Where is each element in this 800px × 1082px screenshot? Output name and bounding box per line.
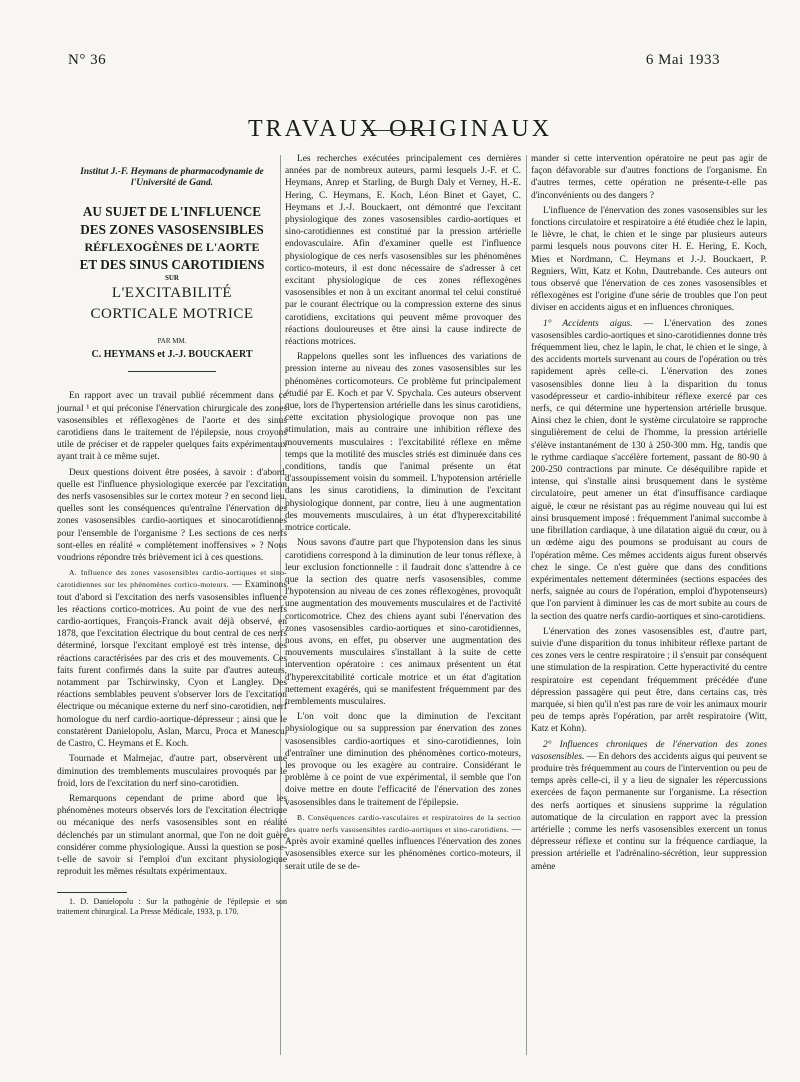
section-a-text: — Examinons tout d'abord si l'excitation des nerfs vasosensibles influence les réactions cortico-motrices. Au point de vue des nerfs cardio-aortiques, François-Franck avait déjà observé, en 1878, que l'excitation électrique du bout central de ces nerfs déterminé, lorsque l'excitant employé est très intense, des réactions caractérisées par des cris et des mouvements. Ces faits furent confirmés dans la suite par d'autres auteurs, notamment par Tschirwinsky, Cyon et Langley. Des réactions semblables peuvent s'observer lors de l'excitation électrique ou mécanique externe du nerf sino-carotidien, nerf homologue du nerf cardio-aortique-dépresseur ; ainsi que le constatèrent Danielopolu, Aslan, Marcu, Proca et Manescu, de Castro, C. Heymans et E. Koch. bbox=[57, 580, 287, 750]
acute-accidents-text: — L'énervation des zones vasosensibles cardio-aortiques et sino-carotidiennes donne très fréquemment lieu, chez le lapin, le chat, le chien et le singe, à des accidents mortels survenant au cours de l'opération ou très rapidement après celle-ci. L'énervation des zones vasosensibles donne lieu à la disparition du tonus vasodépresseur et cardio-inhibiteur réflexe exercé par ces nerfs, ce qui détermine une hypertension artérielle brusque. Ainsi chez le chien, dont le système circulatoire se rapproche singulièrement de celui de l'homme, la pression artérielle s'élève instantanément de 130 à 250-300 mm. Hg, tandis que le rythme cardiaque s'accélère fortement, passant de 80-90 à 200-250 contractions par minute. Ce déséquilibre rapide et intense, qui s'installe ainsi brusquement dans le système circulatoire, peut amener un état d'insuffisance cardiaque aiguë, le cœur ne résistant pas au régime nouveau qui lui est ainsi brusquement imposé : fréquemment l'animal succombe à une fibrillation cardiaque, à une dilatation aiguë du cœur, ou à un œdème aigu des poumons se produisant au cours de l'opération même. Ces mêmes accidents aigus furent observés chez le singe. Ce n'est guère que dans des conditions expérimentales nettement déterminées (sections espacées des nerfs, saignée au cours de l'opération, emploi d'hypotenseurs) que l'on parvient à diminuer les cas de mort subite au cours de la section des quatre nerfs cardio-aortiques et sino-carotidiens. bbox=[531, 318, 767, 622]
article-title-line-4: ET DES SINUS CAROTIDIENS bbox=[79, 257, 265, 272]
chronic-influences-paragraph bbox=[531, 739, 767, 873]
paragraph: Nous savons d'autre part que l'hypotension dans les sinus carotidiens correspond à la diminution de leur tonus réflexe, à leur exclusion fonctionnelle : il faudrait donc s'attendre à ce que la section des quatre nerfs vasosensibles, comme l'hypotension au niveau de ces zones réflexogènes, provoquât une augmentation des mouvements musculaires et de l'activité corticomotrice. Chez des chiens ayant subi l'énervation des zones vasosensibles cardio-aortiques et sino-carotidiennes, nous avons, en effet, pu observer une augmentation des mouvements musculaires s'installant à la suite de cette intervention opératoire : ces animaux présentent un état d'hyperexcitabilité corticale motrice et un état d'agitation nettement exagérés, qui se manifestent fréquemment par des tremblements musculaires. bbox=[285, 538, 521, 707]
article-title-line-2: DES ZONES VASOSENSIBLES bbox=[80, 222, 264, 237]
paragraph: Les recherches exécutées principalement ces dernières années par de nombreux auteurs, parmi lesquels J.-F. et C. Heymans, Anrep et Starling, de Burgh Daly et Verney, H.-E. Hering, C. Heymans, E. Koch, Léon Binet et Gayet, C. Heymans et J.-J. Bouckaert, ont démontré que l'excitant physiologique des zones vasosensibles cardio-aortiques et sino-carotidiennes est constitué par la pression artérielle endovasculaire. Afin d'examiner quelle est l'influence physiologique de ces nerfs vasosensibles sur les phénomènes cortico-moteurs, il est donc nécessaire de s'adresser à cet excitant physiologique de ces zones réflexogènes vasosensibles et non à un excitant anormal tel celui constitué par le courant électrique ou la compression externe des sinus carotidiens, excitations qui peuvent même provoquer des réactions douloureuses et être ainsi la cause indirecte de réactions motrices. bbox=[285, 154, 521, 348]
article-title-line-6: CORTICALE MOTRICE bbox=[90, 306, 254, 322]
chronic-influences-text: — En dehors des accidents aigus qui peuvent se produire très fréquemment au cours de l'intervention ou peu de temps après celle-ci, il y a lieu de signaler les répercussions exercées de façon permanente sur l'organisme. La résection des nerfs aortiques et sinusiens supprime la régulation automatique de la circulation en rapport avec la pression artérielle ; comme les nerfs vasosensibles exercent un tonus dépresseur réflexe et continu sur la fréquence cardiaque, la pression artérielle et l'adrénalino-sécrétion, leur suppression amène bbox=[531, 751, 767, 872]
section-a-paragraph bbox=[57, 567, 287, 750]
paragraph: En rapport avec un travail publié récemment dans ce journal ¹ et qui préconise l'énervation chirurgicale des zones vasosensibles et réflexogènes de l'aorte et des sinus carotidiens dans le traitement de l'épilepsie, nous croyons utile de préciser et de rappeler quelques faits expérimentaux ayant trait à ce même sujet. bbox=[57, 391, 287, 463]
article-title-line-1: AU SUJET DE L'INFLUENCE bbox=[82, 204, 262, 219]
institute-affiliation: Institut J.-F. Heymans de pharmacodynamie de l'Université de Gand. bbox=[80, 167, 264, 188]
column-3 bbox=[531, 153, 767, 876]
column-1 bbox=[57, 150, 287, 920]
article-title-line-3: RÉFLEXOGÈNES DE L'AORTE bbox=[84, 240, 260, 254]
section-b-paragraph bbox=[285, 812, 521, 873]
section-title: TRAVAUX ORIGINAUX bbox=[247, 116, 553, 143]
paragraph: Rappelons quelles sont les influences des variations de pression interne au niveau des zones vasosensibles sur les phénomènes corticomoteurs. Ce problème fut principalement étudié par E. Koch et par V. Spychala. Ces auteurs observent que, lors de l'hypertension artérielle dans les sinus carotidiens, cette excitation physiologique provoque non pas une stimulation, mais au contraire une inhibition réflexe des mouvements musculaires : l'excitabilité réflexe en même temps que la motilité des muscles striés est diminuée dans ces conditions, tandis que l'animal présente un état d'assoupissement voisin du sommeil. L'hypotension artérielle dans les sinus carotidiens, la diminution de l'excitant physiologique donnent, par contre, lieu à une augmentation des mouvements musculaires, à un état d'hyperexcitabilité motrice corticale. bbox=[285, 352, 521, 534]
column-2 bbox=[285, 153, 521, 876]
byline-par: PAR MM. bbox=[157, 337, 187, 345]
article-authors: C. HEYMANS et J.-J. BOUCKAERT bbox=[91, 349, 253, 361]
footnote: 1. D. Danielopolu : Sur la pathogénie de l'épilepsie et son traitement chirurgical. La Presse Médicale, 1933, p. 170. bbox=[57, 897, 287, 917]
issue-number: N° 36 bbox=[68, 52, 107, 68]
paragraph: L'énervation des zones vasosensibles est, d'autre part, suivie d'une disparition du tonus inhibiteur réflexe partant de ces zones vers le centre respiratoire ; il s'ensuit par conséquent une stimulation de la respiration. Cette hyperactivité du centre respiratoire est cependant fréquemment précédée d'une dépression passagère qui peut être, dans certains cas, très marquée, si bien qu'il n'est pas rare de voir les animaux mourir peu de temps après l'opération, par arrêt respiratoire (Witt, Katz et Kohn). bbox=[531, 626, 767, 735]
section-b-heading: B. Conséquences cardio-vasculaires et respiratoires de la section des quatre nerfs vasosensibles cardio-aortiques et sino-carotidiens. bbox=[285, 812, 521, 834]
article-title-sur: SUR bbox=[164, 274, 179, 282]
column-divider bbox=[526, 155, 527, 1055]
paragraph: mander si cette intervention opératoire ne peut pas agir de façon défavorable sur d'autres fonctions de l'organisme. En d'autres termes, cette opération ne présente-t-elle pas d'inconvénients ou des dangers ? bbox=[531, 154, 767, 201]
paragraph: Remarquons cependant de prime abord que les phénomènes moteurs observés lors de l'excitation électrique ou mécanique des nerfs vasosensibles sont en réalité déclenchés par un stimulant anormal, que l'on ne doit guère considérer comme physiologique. Aussi la question se pose-t-elle de savoir si l'emploi d'un excitant physiologique reproduit les mêmes résultats expérimentaux. bbox=[57, 793, 287, 878]
title-rule bbox=[363, 130, 433, 131]
paragraph: L'on voit donc que la diminution de l'excitant physiologique ou sa suppression par énervation des zones vasosensibles cardio-aortiques et sino-carotidiennes, loin d'entraîner une diminution des phénomènes cortico-moteurs, les provoque ou les exagère au contraire. Considérant le problème à ce point de vue expérimental, il semble que l'on doive mettre en doute l'efficacité de l'énervation des zones vasosensibles dans le traitement de l'épilepsie. bbox=[285, 712, 521, 808]
section-b-text: — Après avoir examiné quelles influences l'énervation des zones vasosensibles exerce sur les phénomènes cortico-moteurs, il serait utile de se de- bbox=[285, 824, 522, 872]
issue-date: 6 Mai 1933 bbox=[645, 52, 720, 68]
paragraph: L'influence de l'énervation des zones vasosensibles sur les fonctions circulatoire et respiratoire a été étudiée chez le lapin, le lièvre, le chat, le chien et le singe par plusieurs auteurs parmi lesquels nous pouvons citer H. E. Hering, E. Koch, Mies et Nordmann, C. Heymans et J.-J. Bouckaert, P. Regniers, Witt, Katz et Kohn, Dautrebande. Ces auteurs ont tous observé que l'énervation de ces zones vasosensibles et réflexogènes est l'origine d'une série de troubles que l'on peut diviser en accidents aigus et en influences chroniques. bbox=[531, 205, 767, 314]
article-title-line-5: L'EXCITABILITÉ bbox=[111, 285, 233, 301]
footnote-rule bbox=[57, 892, 127, 893]
author-rule bbox=[128, 371, 216, 372]
chronic-influences-heading: 2° Influences chroniques de l'énervation des zones vasosensibles. bbox=[531, 739, 767, 762]
section-a-heading: A. Influence des zones vasosensibles cardio-aortiques et sino-carotidiennes sur les phénomènes cortico-moteurs. bbox=[57, 568, 287, 590]
acute-accidents-heading: 1° Accidents aigus. bbox=[543, 318, 633, 329]
acute-accidents-paragraph bbox=[531, 318, 767, 623]
paragraph: Tournade et Malmejac, d'autre part, observèrent une diminution des tremblements musculaires provoqués par le froid, lors de l'excitation du nerf sino-carotidien. bbox=[57, 754, 287, 789]
paragraph: Deux questions doivent être posées, à savoir : d'abord, quelle est l'influence physiologique exercée par l'excitation des nerfs vasosensibles sur le cortex moteur ? en second lieu, quelles sont les conséquences qu'entraîne l'énervation des zones vasosensibles cardio-aortiques et sinocarotidiennes pour l'ensemble de l'organisme ? Les sections de ces nerfs sont-elles en réalité « complètement inoffensives » ? Nous voudrions répondre très brièvement ici à ces questions. bbox=[57, 467, 287, 564]
